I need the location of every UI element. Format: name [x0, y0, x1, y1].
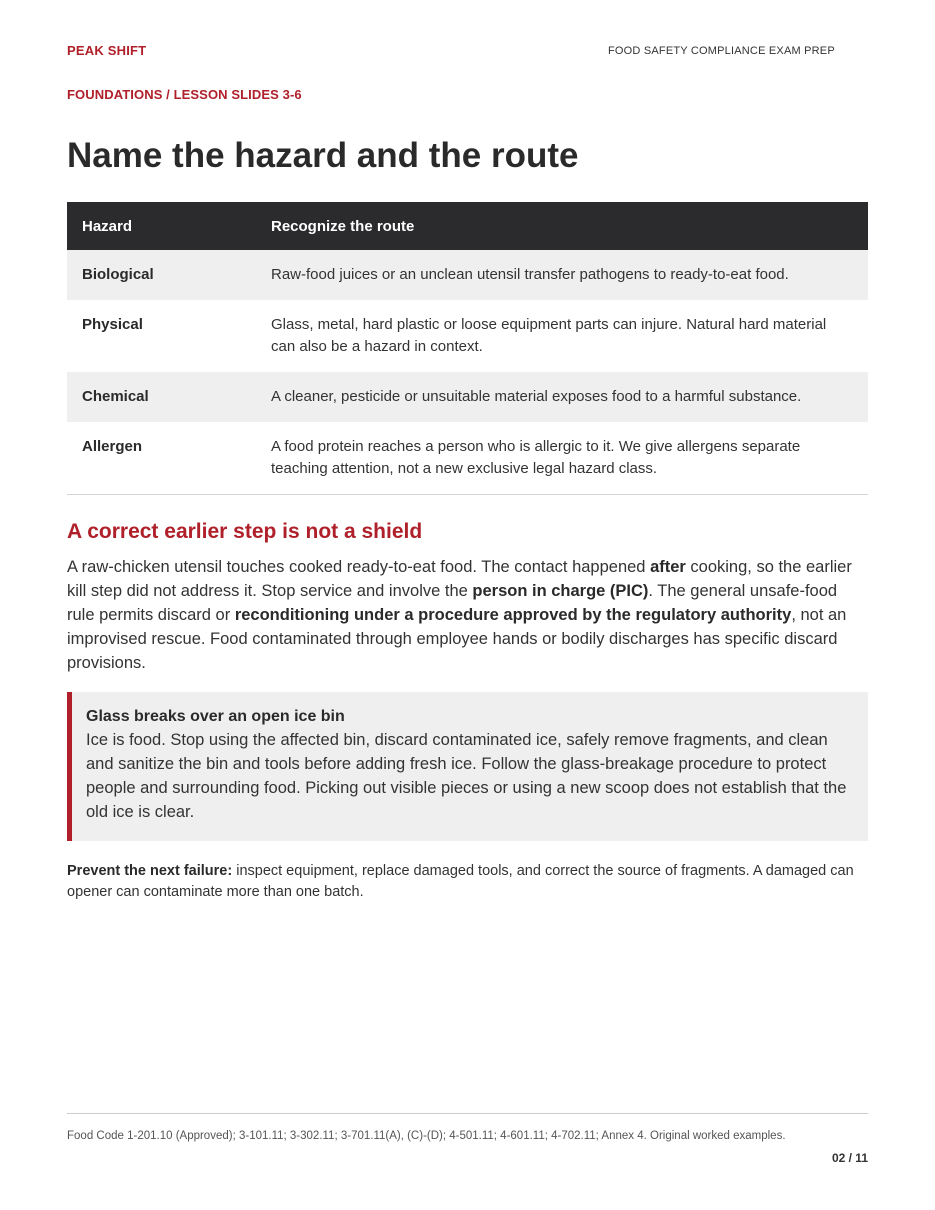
table-header-row [67, 202, 868, 250]
paragraph-text: cooking, so the earlier kill step did not address it. Stop service and involve the [67, 558, 852, 600]
hazard-cell: Chemical [67, 372, 256, 422]
table-row [67, 372, 868, 422]
prevention-note [67, 861, 868, 903]
table-row [67, 300, 868, 372]
callout-title: Glass breaks over an open ice bin [86, 708, 345, 725]
callout-box [67, 692, 868, 841]
route-cell: A food protein reaches a person who is allergic to it. We give allergens separate teaching attention, not a new exclusive legal hazard class. [256, 422, 868, 495]
body-paragraph [67, 555, 868, 675]
table-row [67, 250, 868, 300]
hazard-table [67, 202, 868, 495]
table-row [67, 422, 868, 495]
callout-body: Ice is food. Stop using the affected bin, discard contaminated ice, safely remove fragments, and clean and sanitize the bin and tools before adding fresh ice. Follow the glass-breakage procedure to protect people and surrounding food. Picking out visible pieces or using a new scoop does not establish that the old ice is clear. [86, 731, 847, 821]
route-cell: A cleaner, pesticide or unsuitable material exposes food to a harmful substance. [256, 372, 868, 422]
course-title: FOOD SAFETY COMPLIANCE EXAM PREP [608, 45, 835, 57]
page-title: Name the hazard and the route [67, 136, 579, 175]
paragraph-text: . The general unsafe-food rule permits discard or [67, 582, 838, 624]
emphasis-reconditioning: reconditioning under a procedure approved by the regulatory authority [234, 606, 792, 624]
paragraph-text: A raw-chicken utensil touches cooked ready-to-eat food. The contact happened [67, 558, 651, 576]
column-header-hazard: Hazard [67, 202, 256, 250]
route-cell: Glass, metal, hard plastic or loose equipment parts can injure. Natural hard material can also be a hazard in context. [271, 316, 827, 355]
note-label: Prevent the next failure: [67, 863, 233, 879]
section-heading: A correct earlier step is not a shield [67, 520, 423, 543]
page-number: 02 / 11 [831, 1151, 868, 1165]
hazard-cell: Physical [82, 316, 143, 333]
emphasis-after: after [650, 558, 686, 576]
route-cell: Raw-food juices or an unclean utensil transfer pathogens to ready-to-eat food. [256, 250, 868, 300]
column-header-route: Recognize the route [256, 202, 868, 250]
breadcrumb: FOUNDATIONS / LESSON SLIDES 3-6 [67, 87, 302, 102]
paragraph-text: , not an improvised rescue. Food contaminated through employee hands or bodily discharges has specific discard provisions. [67, 606, 847, 672]
footer-divider [67, 1113, 868, 1114]
note-text: inspect equipment, replace damaged tools, and correct the source of fragments. A damaged can opener can contaminate more than one batch. [67, 863, 854, 900]
hazard-cell: Allergen [67, 422, 256, 495]
hazard-cell: Biological [67, 250, 256, 300]
brand-name: PEAK SHIFT [67, 43, 147, 58]
footer-sources: Food Code 1-201.10 (Approved); 3-101.11; 3-302.11; 3-701.11(A), (C)-(D); 4-501.11; 4-601.11; 4-702.11; Annex 4. Original worked examples. [67, 1130, 786, 1142]
emphasis-pic: person in charge (PIC) [472, 582, 649, 600]
